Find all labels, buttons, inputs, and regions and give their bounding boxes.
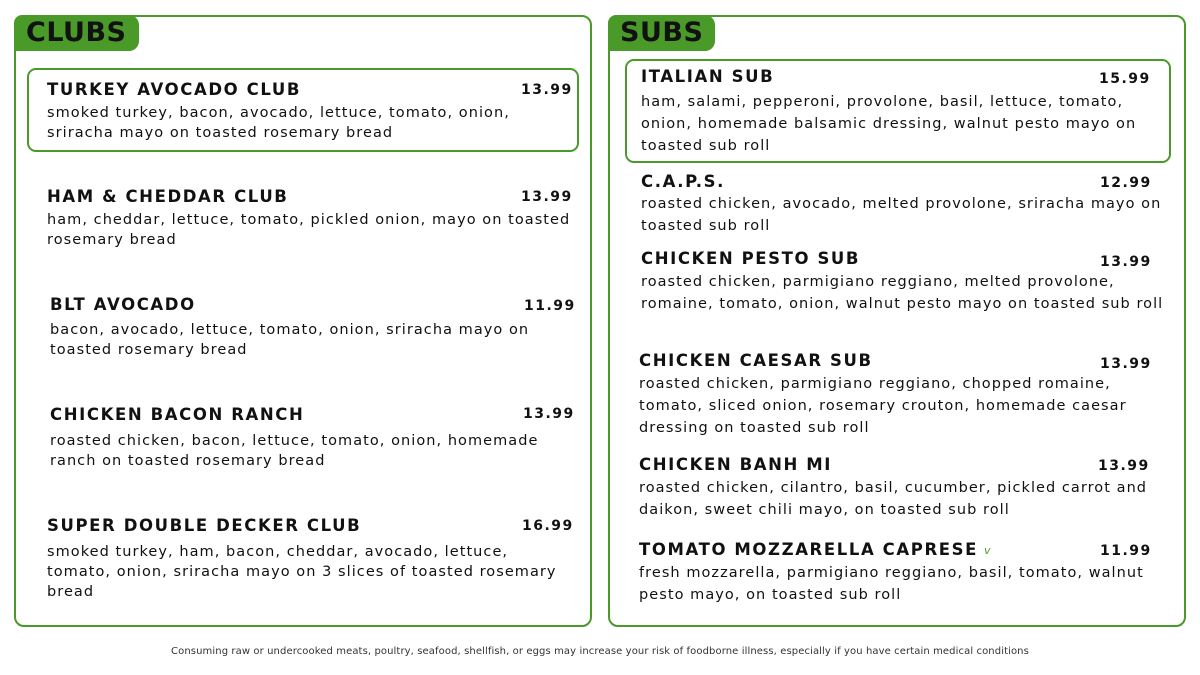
vegetarian-icon: v (983, 544, 991, 557)
subs-heading: SUBS (608, 15, 715, 51)
item-name: CHICKEN BANH MI (639, 455, 833, 474)
item-description: smoked turkey, ham, bacon, cheddar, avocado, lettuce, tomato, onion, sriracha mayo on 3 slices of toasted rosemary bread (47, 544, 557, 600)
menu-item-turkey-avocado-club[interactable] (27, 68, 579, 152)
item-name: CHICKEN BACON RANCH (50, 405, 305, 424)
menu-item-chicken-bacon-ranch[interactable] (27, 395, 579, 475)
menu-item-caps[interactable] (625, 169, 1171, 235)
clubs-section (14, 15, 592, 627)
item-description: roasted chicken, parmigiano reggiano, chopped romaine, tomato, sliced onion, rosemary crouton, homemade caesar dressing on toasted sub roll (639, 376, 1127, 436)
item-description: fresh mozzarella, parmigiano reggiano, basil, tomato, walnut pesto mayo, on toasted sub roll (639, 565, 1144, 603)
item-price: 13.99 (1100, 254, 1152, 270)
item-price: 13.99 (523, 406, 575, 422)
item-price: 13.99 (521, 82, 573, 98)
item-name-text: TOMATO MOZZARELLA CAPRESE (639, 540, 978, 559)
item-description: ham, salami, pepperoni, provolone, basil, lettuce, tomato, onion, homemade balsamic dressing, walnut pesto mayo on toasted sub roll (641, 94, 1137, 154)
item-name: BLT AVOCADO (50, 295, 196, 314)
item-name: SUPER DOUBLE DECKER CLUB (47, 516, 362, 535)
menu-item-tomato-mozzarella-caprese[interactable] (625, 540, 1171, 606)
item-price: 13.99 (1098, 458, 1150, 474)
menu-item-italian-sub[interactable] (625, 59, 1171, 163)
subs-section (608, 15, 1186, 627)
item-name: ITALIAN SUB (641, 67, 775, 86)
item-description: smoked turkey, bacon, avocado, lettuce, tomato, onion, sriracha mayo on toasted rosemary bread (47, 105, 510, 141)
item-description: ham, cheddar, lettuce, tomato, pickled onion, mayo on toasted rosemary bread (47, 212, 571, 248)
item-price: 11.99 (524, 298, 576, 314)
item-description: roasted chicken, bacon, lettuce, tomato, onion, homemade ranch on toasted rosemary bread (50, 433, 539, 469)
item-name: C.A.P.S. (641, 172, 726, 191)
item-price: 11.99 (1100, 543, 1152, 559)
item-price: 13.99 (1100, 356, 1152, 372)
menu-item-ham-cheddar-club[interactable] (27, 177, 579, 257)
menu-item-chicken-caesar-sub[interactable] (625, 351, 1171, 439)
item-description: roasted chicken, parmigiano reggiano, melted provolone, romaine, tomato, onion, walnut pesto mayo on toasted sub roll (641, 274, 1164, 312)
item-description: bacon, avocado, lettuce, tomato, onion, sriracha mayo on toasted rosemary bread (50, 322, 530, 358)
item-price: 13.99 (521, 189, 573, 205)
foodborne-illness-disclaimer: Consuming raw or undercooked meats, poultry, seafood, shellfish, or eggs may increase your risk of foodborne illness, especially if you have certain medical conditions (171, 646, 1029, 657)
item-name: HAM & CHEDDAR CLUB (47, 187, 289, 206)
item-name (639, 540, 991, 559)
menu-item-super-double-decker-club[interactable] (27, 506, 579, 606)
menu-item-blt-avocado[interactable] (27, 285, 579, 365)
item-name: TURKEY AVOCADO CLUB (47, 80, 302, 99)
item-price: 12.99 (1100, 175, 1152, 191)
menu-item-chicken-banh-mi[interactable] (625, 455, 1171, 521)
item-price: 15.99 (1099, 71, 1151, 87)
item-description: roasted chicken, avocado, melted provolone, sriracha mayo on toasted sub roll (641, 196, 1162, 234)
item-price: 16.99 (522, 518, 574, 534)
menu-item-chicken-pesto-sub[interactable] (625, 249, 1171, 337)
item-name: CHICKEN PESTO SUB (641, 249, 861, 268)
item-name: CHICKEN CAESAR SUB (639, 351, 873, 370)
clubs-heading: CLUBS (14, 15, 139, 51)
item-description: roasted chicken, cilantro, basil, cucumber, pickled carrot and daikon, sweet chili mayo, on toasted sub roll (639, 480, 1148, 518)
